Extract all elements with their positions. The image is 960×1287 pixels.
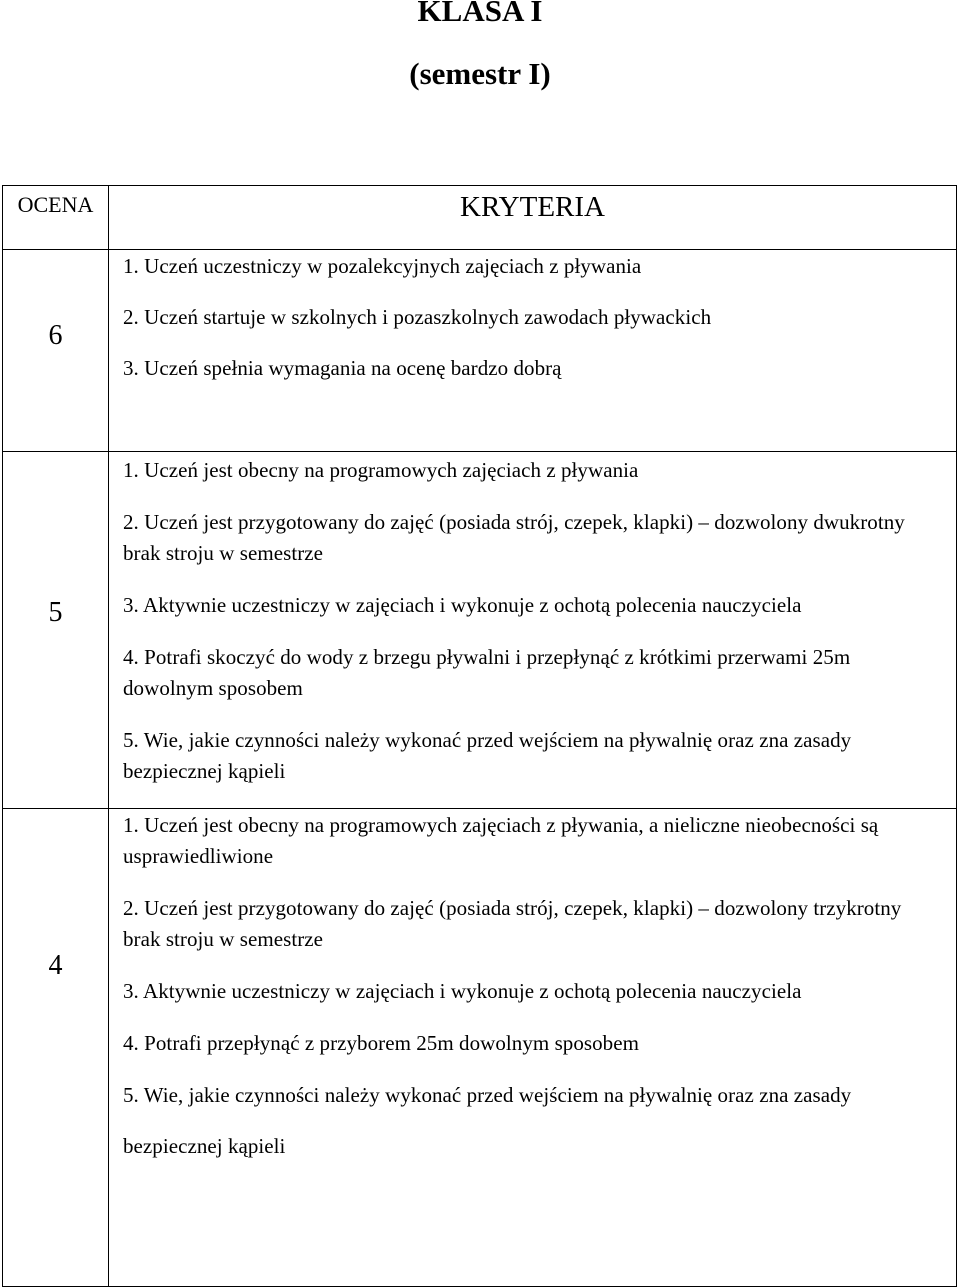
criteria-item: 4. Potrafi przepłynąć z przyborem 25m dowolnym sposobem bbox=[123, 1031, 639, 1055]
grade-value: 4 bbox=[48, 950, 63, 981]
criteria-item-continuation: bezpiecznej kąpieli bbox=[123, 1134, 286, 1158]
page-subtitle: (semestr I) bbox=[409, 56, 551, 91]
criteria-item: 1. Uczeń uczestniczy w pozalekcyjnych zajęciach z pływania bbox=[123, 254, 642, 278]
criteria-item: 3. Uczeń spełnia wymagania na ocenę bardzo dobrą bbox=[123, 356, 562, 380]
criteria-item: 3. Aktywnie uczestniczy w zajęciach i wykonuje z ochotą polecenia nauczyciela bbox=[123, 593, 802, 617]
grade-cell bbox=[3, 250, 109, 452]
criteria-cell bbox=[109, 452, 957, 809]
grade-value: 5 bbox=[48, 597, 63, 628]
criteria-list bbox=[109, 452, 956, 787]
criteria-item: 2. Uczeń startuje w szkolnych i pozaszkolnych zawodach pływackich bbox=[123, 305, 712, 329]
criteria-item-text: 5. Wie, jakie czynności należy wykonać przed wejściem na pływalnię oraz zna zasady bbox=[123, 1083, 852, 1107]
table-row bbox=[3, 452, 957, 809]
table-row bbox=[3, 809, 957, 1287]
criteria-cell bbox=[109, 250, 957, 452]
table-row bbox=[3, 250, 957, 452]
criteria-list bbox=[109, 809, 956, 1162]
criteria-cell bbox=[109, 809, 957, 1287]
criteria-item: 1. Uczeń jest obecny na programowych zajęciach z pływania bbox=[123, 458, 639, 482]
page-title: KLASA I bbox=[417, 0, 543, 28]
header-grade: OCENA bbox=[3, 186, 109, 250]
grade-cell bbox=[3, 809, 109, 1287]
grade-cell bbox=[3, 452, 109, 809]
criteria-item: 4. Potrafi skoczyć do wody z brzegu pływalni i przepłynąć z krótkimi przerwami 25m dowolnym sposobem bbox=[123, 645, 851, 700]
grading-table bbox=[2, 185, 957, 1287]
criteria-item: 5. Wie, jakie czynności należy wykonać przed wejściem na pływalnię oraz zna zasady bezpiecznej kąpieli bbox=[123, 728, 852, 783]
grade-value: 6 bbox=[48, 320, 63, 351]
criteria-list bbox=[109, 250, 956, 384]
criteria-item: 2. Uczeń jest przygotowany do zajęć (posiada strój, czepek, klapki) – dozwolony dwukrotny brak stroju w semestrze bbox=[123, 510, 905, 565]
criteria-item bbox=[123, 1080, 944, 1162]
criteria-item: 1. Uczeń jest obecny na programowych zajęciach z pływania, a nieliczne nieobecności są usprawiedliwione bbox=[123, 813, 879, 868]
criteria-item: 3. Aktywnie uczestniczy w zajęciach i wykonuje z ochotą polecenia nauczyciela bbox=[123, 979, 802, 1003]
criteria-item: 2. Uczeń jest przygotowany do zajęć (posiada strój, czepek, klapki) – dozwolony trzykrotny brak stroju w semestrze bbox=[123, 896, 902, 951]
header-criteria: KRYTERIA bbox=[109, 186, 957, 250]
table-header-row bbox=[3, 186, 957, 250]
